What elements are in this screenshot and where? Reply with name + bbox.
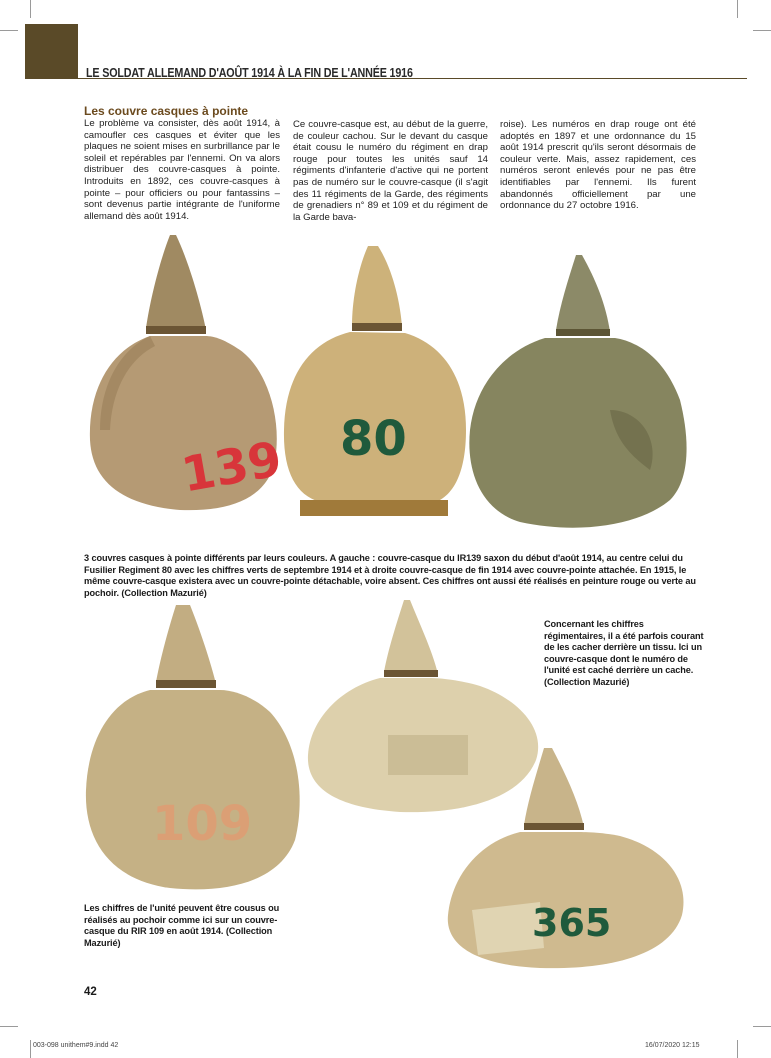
body-column-1: Le problème va consister, dès août 1914, à camoufler ces casques et éviter que les plaques ne soient mises en surbrillance par le soleil et repérables par l'ennemi. On va alors distribuer des couvre-casques à pointe. Introduits en 1892, ces couvre-casques à pointe – pour officiers ou pour fantassins – sont devenus partie intégrante de l'uniforme allemand dès août 1914. — [84, 118, 280, 222]
section-title: Les couvre casques à pointe — [84, 104, 249, 118]
running-head: LE SOLDAT ALLEMAND D'AOÛT 1914 À LA FIN DE L'ANNÉE 1916 — [86, 66, 413, 80]
helmet-photo-109 — [86, 605, 300, 889]
caption-right: Concernant les chiffres régimentaires, il a été parfois courant de les cacher derrière un tissu. Ici un couvre-casque dont le numéro de l'unité est caché derrière un cache. (Collection Mazurié) — [544, 619, 704, 687]
slug-date-info: 16/07/2020 12:15 — [645, 1042, 700, 1049]
helmet-number: 80 — [340, 411, 407, 467]
helmet-photo-139 — [90, 235, 286, 510]
helmet-number: 139 — [177, 431, 286, 504]
caption-top: 3 couvres casques à pointe différents par leurs couleurs. A gauche : couvre-casque du IR139 saxon du début d'août 1914, au centre celui du Fusilier Regiment 80 avec les chiffres verts de septembre 1914 et à droite couvre-casque de fin 1914 avec couvre-pointe attachée. En 1915, le même couvre-casque existera avec un couvre-pointe détachable, voire absent. Ces chiffres ont aussi été réalisés en peinture rouge ou verte au pochoir. (Collection Mazurié) — [84, 553, 696, 598]
body-column-2: Ce couvre-casque est, au début de la guerre, de couleur cachou. Sur le devant du casque était cousu le numéro du régiment en drap rouge pour toutes les unités sauf 14 régiments d'infanterie d'active qui ne portent pas de numéro sur le couvre-casque (il s'agit des 11 régiments de la Garde, des régiments de grenadiers n° 89 et 109 et du régiment de la Garde bava- — [293, 119, 488, 223]
body-column-3: roise). Les numéros en drap rouge ont été adoptés en 1897 et une ordonnance du 15 août 1914 prescrit qu'ils seront désormais de couleur verte. Mais, assez rapidement, ces numéros seront enlevés pour ne pas être identifiables par l'ennemi. Ils furent abandonnés officiellement par une ordonnance du 27 octobre 1916. — [500, 119, 696, 212]
helmet-number: 109 — [152, 796, 253, 852]
caption-bottom-left: Les chiffres de l'unité peuvent être cousus ou réalisés au pochoir comme ici sur un couvre-casque du RIR 109 en août 1914. (Collection Mazurié) — [84, 903, 280, 948]
page-number: 42 — [84, 986, 97, 998]
slug-file-info: 003-098 unithem#9.indd 42 — [33, 1042, 119, 1049]
helmet-number: 365 — [532, 901, 612, 945]
helmet-photo-hidden-number — [308, 600, 538, 812]
helmet-photo-grey — [469, 255, 686, 528]
helmet-photo-80 — [284, 246, 466, 516]
